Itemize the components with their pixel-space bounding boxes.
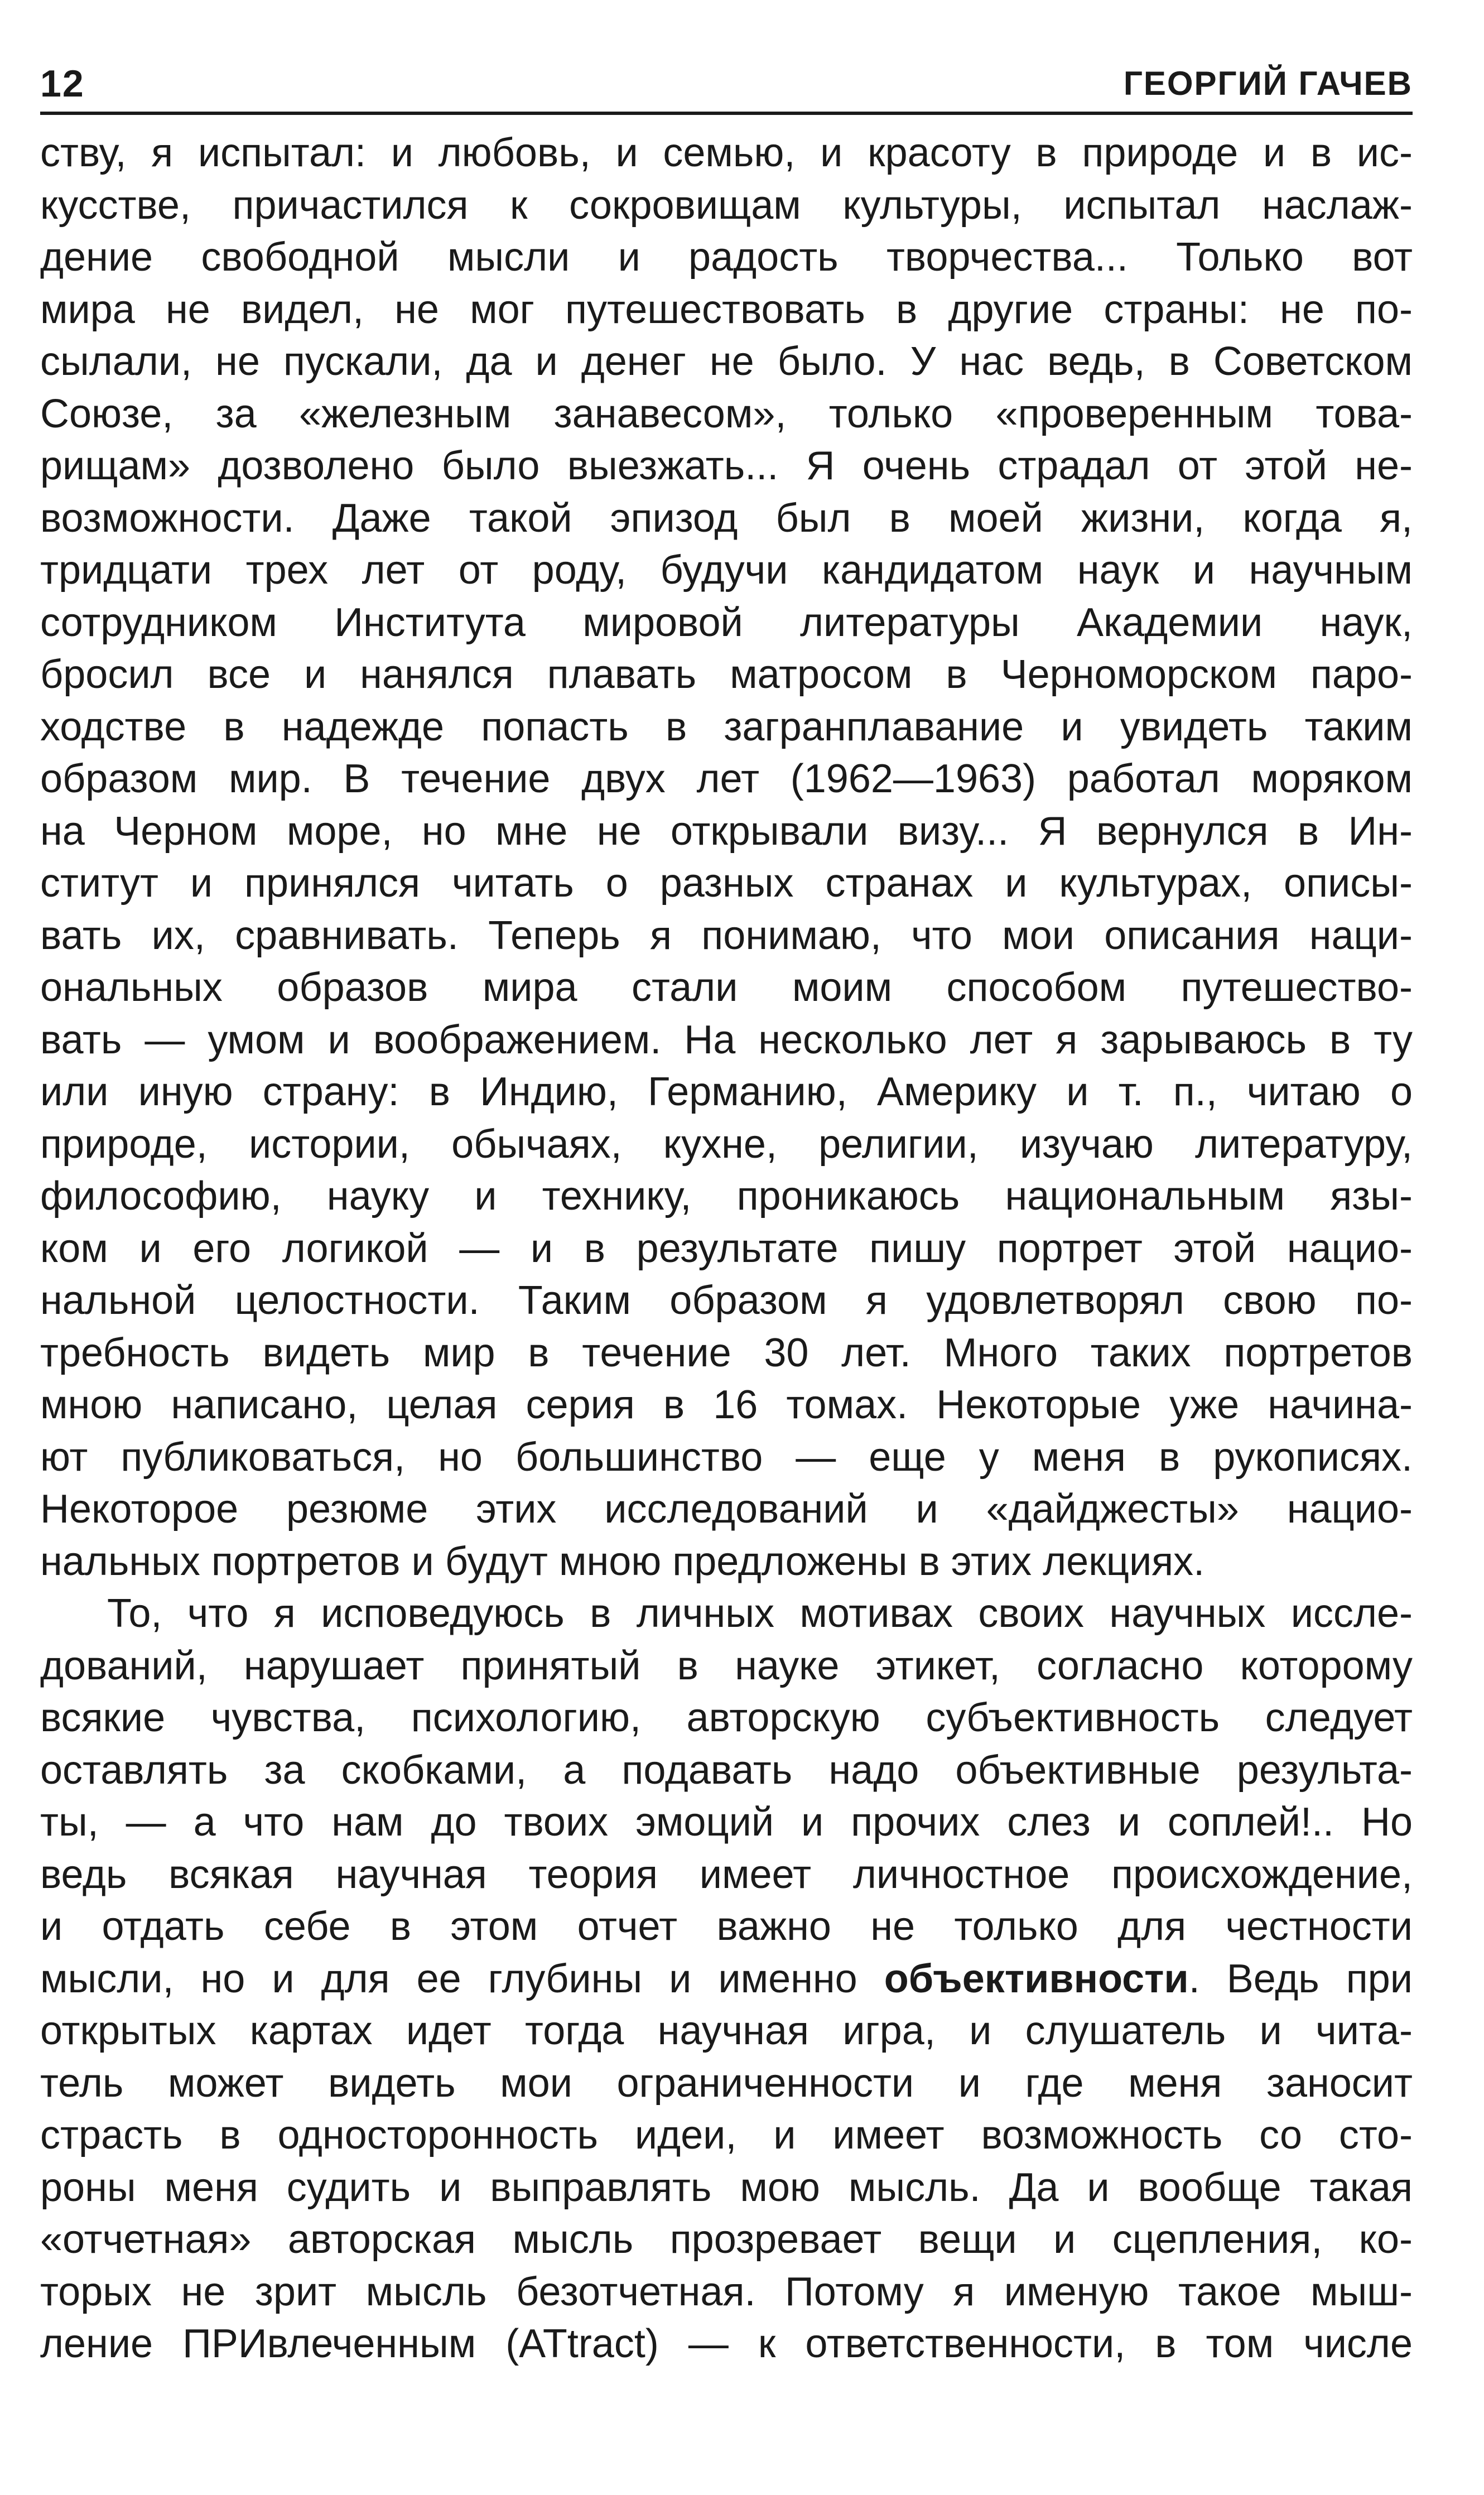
text-line: природе, истории, обычаях, кухне, религии, изучаю литературу, — [40, 1121, 1413, 1167]
text-segment: . Ведь при — [1188, 1956, 1413, 2001]
text-line: требность видеть мир в течение 30 лет. Много таких портретов — [40, 1330, 1413, 1375]
text-line: сотрудником Института мировой литературы Академии наук, — [40, 600, 1413, 645]
text-line: Некоторое резюме этих исследований и «дайджесты» нацио- — [40, 1487, 1413, 1531]
text-line: вать их, сравнивать. Теперь я понимаю, что мои описания наци- — [40, 913, 1413, 958]
text-line: ты, — а что нам до твоих эмоций и прочих слез и соплей!.. Но — [40, 1800, 1413, 1844]
text-line: рищам» дозволено было выезжать... Я очень страдал от этой не- — [40, 444, 1413, 488]
text-line: тель может видеть мои ограниченности и где меня заносит — [40, 2060, 1413, 2106]
running-title: ГЕОРГИЙ ГАЧЕВ — [1123, 65, 1413, 102]
page-header — [40, 59, 1413, 114]
text-line: нальной целостности. Таким образом я удовлетворял свою по- — [40, 1278, 1413, 1323]
text-line: вать — умом и воображением. На несколько лет я зарываюсь в ту — [40, 1017, 1413, 1062]
text-line: на Черном море, но мне не открывали визу... Я вернулся в Ин- — [40, 808, 1413, 854]
text-line: мира не видел, не мог путешествовать в другие страны: не по- — [40, 287, 1413, 332]
text-line: Союзе, за «железным занавесом», только «проверенным това- — [40, 391, 1413, 436]
text-line: всякие чувства, психологию, авторскую субъективность следует — [40, 1696, 1413, 1740]
text-line: ству, я испытал: и любовь, и семью, и красоту в природе и в ис- — [40, 131, 1413, 175]
text-line-with-emphasis — [40, 1953, 1413, 2006]
header-rule — [40, 112, 1413, 115]
paragraph-start-line: То, что я исповедуюсь в личных мотивах своих научных иссле- — [107, 1591, 1413, 1636]
text-line: роны меня судить и выправлять мою мысль. Да и вообще такая — [40, 2165, 1413, 2210]
text-line: кусстве, причастился к сокровищам культуры, испытал наслаж- — [40, 182, 1413, 228]
text-segment: мысли, но и для ее глубины и именно — [40, 1956, 884, 2001]
text-line: или иную страну: в Индию, Германию, Америку и т. п., читаю о — [40, 1070, 1413, 1114]
text-line: образом мир. В течение двух лет (1962—1963) работал моряком — [40, 757, 1413, 801]
text-line: тридцати трех лет от роду, будучи кандидатом наук и научным — [40, 548, 1413, 593]
body-text — [40, 127, 1413, 2371]
text-line: ведь всякая научная теория имеет личностное происхождение, — [40, 1852, 1413, 1897]
page-number: 12 — [40, 62, 85, 105]
emphasis-objectivity: объективности — [884, 1956, 1189, 2001]
text-line: торых не зрит мысль безотчетная. Потому я именую такое мыш- — [40, 2269, 1413, 2314]
text-line: сылали, не пускали, да и денег не было. У нас ведь, в Советском — [40, 339, 1413, 384]
text-line: дований, нарушает принятый в науке этикет, согласно которому — [40, 1643, 1413, 1688]
text-line: философию, науку и технику, проникаюсь национальным язы- — [40, 1174, 1413, 1218]
text-line: дение свободной мысли и радость творчества... Только вот — [40, 235, 1413, 280]
text-line: ком и его логикой — и в результате пишу портрет этой нацио- — [40, 1226, 1413, 1271]
paragraph-end-line: нальных портретов и будут мною предложены в этих лекциях. — [40, 1539, 1205, 1584]
text-line: ститут и принялся читать о разных странах и культурах, описы- — [40, 861, 1413, 905]
text-line: открытых картах идет тогда научная игра, и слушатель и чита- — [40, 2008, 1413, 2053]
text-line: мною написано, целая серия в 16 томах. Некоторые уже начина- — [40, 1383, 1413, 1427]
text-line: возможности. Даже такой эпизод был в моей жизни, когда я, — [40, 495, 1413, 541]
text-line: ональных образов мира стали моим способом путешество- — [40, 965, 1413, 1010]
text-line: страсть в односторонность идеи, и имеет возможность со сто- — [40, 2113, 1413, 2157]
text-line: ление ПРИвлеченным (ATtract) — к ответственности, в том числе — [40, 2321, 1413, 2366]
text-line: оставлять за скобками, а подавать надо объективные результа- — [40, 1747, 1413, 1793]
text-line: ют публиковаться, но большинство — еще у меня в рукописях. — [40, 1434, 1413, 1480]
text-line: и отдать себе в этом отчет важно не только для честности — [40, 1904, 1413, 1949]
text-line: «отчетная» авторская мысль прозревает вещи и сцепления, ко- — [40, 2217, 1413, 2262]
text-line: ходстве в надежде попасть в загранплавание и увидеть таким — [40, 704, 1413, 749]
text-line: бросил все и нанялся плавать матросом в Черноморском паро- — [40, 652, 1413, 697]
